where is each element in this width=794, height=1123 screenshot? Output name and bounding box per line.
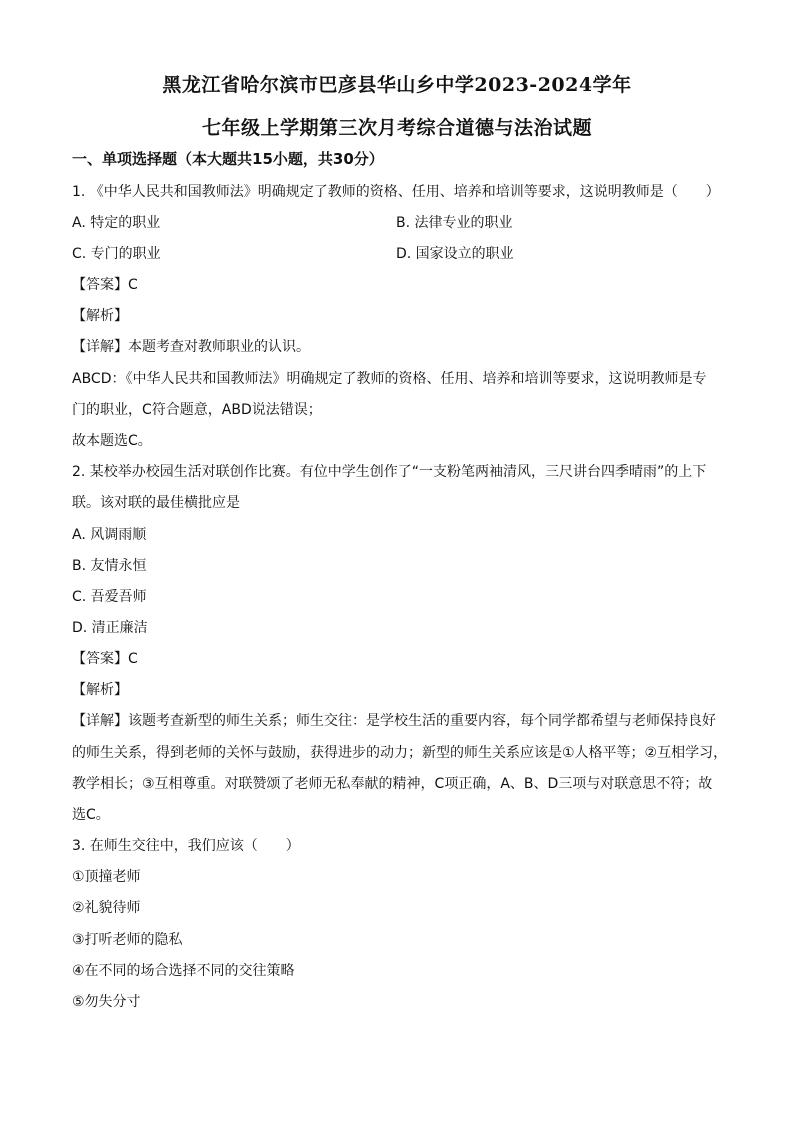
question-1-option-d: D. 国家设立的职业 bbox=[396, 246, 514, 262]
question-2-detail-line: 的师生关系，得到老师的关怀与鼓励，获得进步的动力；新型的师生关系应该是①人格平等；②互相学习， bbox=[72, 745, 728, 761]
page-title-line-2: 七年级上学期第三次月考综合道德与法治试题 bbox=[201, 117, 592, 139]
question-2-stem-line: 2. 某校举办校园生活对联创作比赛。有位中学生创作了“一支粉笔两袖清风，三尺讲台四季晴雨”的上下 bbox=[72, 464, 707, 480]
question-2-detail-line: 教学相长；③互相尊重。对联赞颂了老师无私奉献的精神，C项正确，A、B、D三项与对联意思不符；故 bbox=[72, 776, 713, 792]
question-2-option-a: A. 风调雨顺 bbox=[72, 527, 147, 543]
question-2-option-b: B. 友情永恒 bbox=[72, 558, 147, 574]
question-1-stem: 1. 《中华人民共和国教师法》明确规定了教师的资格、任用、培养和培训等要求，这说明教师是（ ） bbox=[72, 184, 720, 200]
question-2-stem-line: 联。该对联的最佳横批应是 bbox=[72, 495, 240, 511]
question-1-analysis-label: 【解析】 bbox=[72, 308, 128, 324]
question-1-detail-line: 门的职业，C符合题意，ABD说法错误； bbox=[72, 402, 322, 418]
question-1-detail-line: 故本题选C。 bbox=[72, 433, 152, 449]
question-2-answer: 【答案】C bbox=[72, 651, 138, 667]
question-3-stem: 3. 在师生交往中，我们应该（ ） bbox=[72, 838, 300, 854]
question-2-option-d: D. 清正廉洁 bbox=[72, 620, 148, 636]
question-1-detail-line: ABCD：《中华人民共和国教师法》明确规定了教师的资格、任用、培养和培训等要求，这说明教师是专 bbox=[72, 371, 707, 387]
question-1-detail-line: 【详解】本题考查对教师职业的认识。 bbox=[72, 339, 310, 355]
question-3-item: ⑤勿失分寸 bbox=[72, 994, 141, 1010]
question-1-answer: 【答案】C bbox=[72, 277, 138, 293]
question-1-option-c: C. 专门的职业 bbox=[72, 246, 161, 262]
page-title-line-1: 黑龙江省哈尔滨市巴彦县华山乡中学2023-2024学年 bbox=[162, 74, 632, 96]
question-3-item: ③打听老师的隐私 bbox=[72, 932, 183, 948]
question-3-item: ④在不同的场合选择不同的交往策略 bbox=[72, 963, 295, 979]
question-2-detail-line: 选C。 bbox=[72, 807, 110, 823]
question-3-item: ①顶撞老师 bbox=[72, 869, 141, 885]
section-heading: 一、单项选择题（本大题共15小题，共30分） bbox=[72, 150, 384, 168]
question-2-detail-line: 【详解】该题考查新型的师生关系；师生交往：是学校生活的重要内容，每个同学都希望与老师保持良好 bbox=[72, 713, 716, 729]
question-3-item: ②礼貌待师 bbox=[72, 900, 141, 916]
question-1-option-a: A. 特定的职业 bbox=[72, 215, 161, 231]
question-2-option-c: C. 吾爱吾师 bbox=[72, 589, 147, 605]
question-1-option-b: B. 法律专业的职业 bbox=[396, 215, 513, 231]
question-2-analysis-label: 【解析】 bbox=[72, 682, 128, 698]
